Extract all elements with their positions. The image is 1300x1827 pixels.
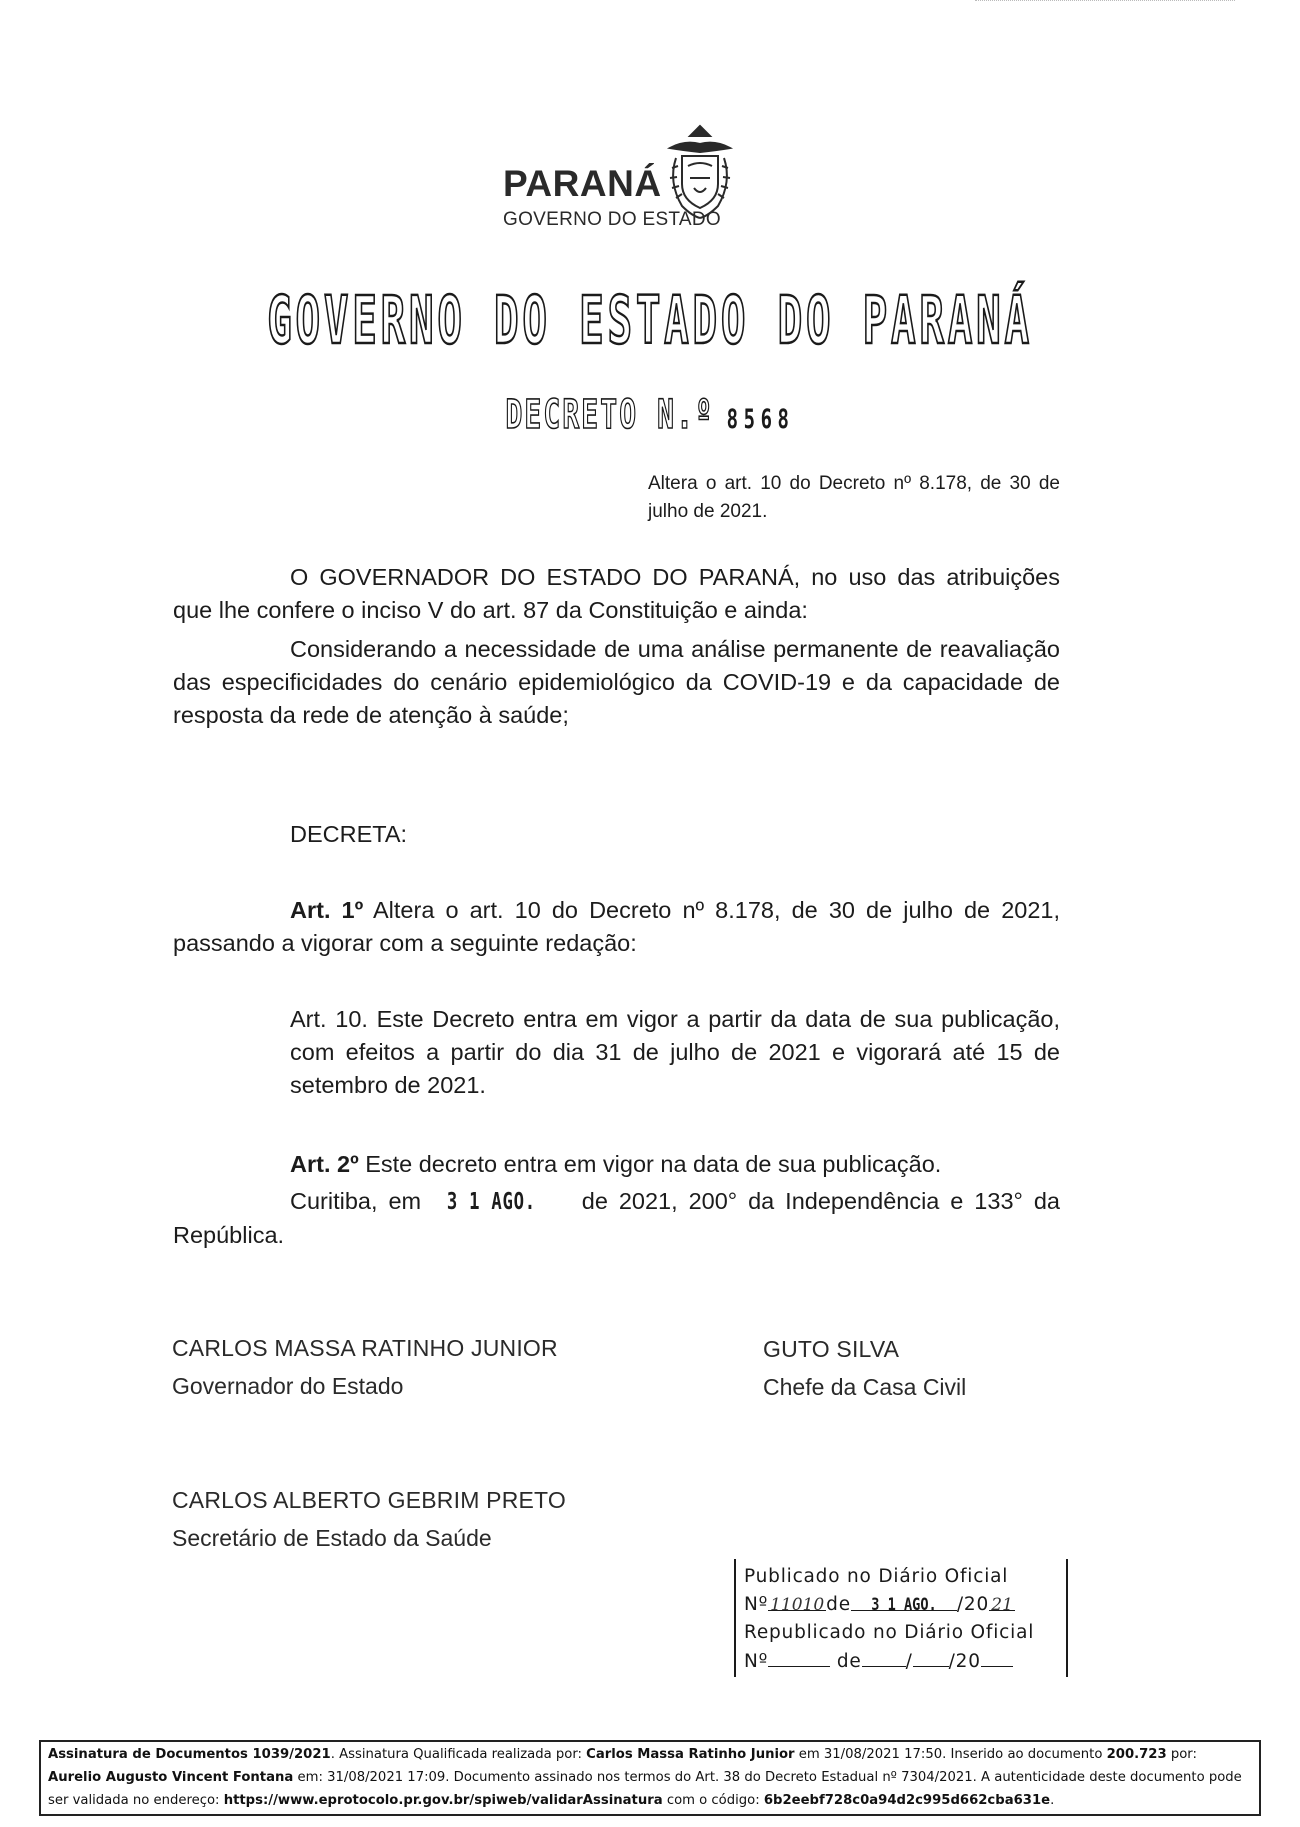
stamp-year2-blank bbox=[981, 1647, 1013, 1667]
stamp-published-line: Publicado no Diário Oficial bbox=[744, 1566, 1009, 1587]
coat-of-arms-icon bbox=[660, 122, 740, 222]
footer-text: . bbox=[1050, 1793, 1055, 1808]
article-10-quote: Art. 10. Este Decreto entra em vigor a partir da data de sua publicação, com efeitos a partir do dia 31 de julho de 2021 e vigorará até 15 de setembro de 2021. bbox=[290, 1006, 1060, 1098]
closing-paragraph bbox=[173, 1185, 1060, 1252]
stamp-date-value: 3 1 AGO. bbox=[871, 1595, 937, 1615]
digital-signature-footer bbox=[39, 1740, 1261, 1816]
logo-subtitle: GOVERNO DO ESTADO bbox=[503, 209, 721, 230]
stamp-de2-label: de bbox=[836, 1651, 862, 1672]
footer-inserter: Aurelio Augusto Vincent Fontana bbox=[48, 1770, 294, 1785]
footer-doc-id: Assinatura de Documentos 1039/2021 bbox=[48, 1747, 331, 1762]
closing-date-stamp: 3 1 AGO. bbox=[446, 1189, 536, 1215]
signature-name: CARLOS MASSA RATINHO JUNIOR bbox=[172, 1335, 558, 1361]
footer-text: . Assinatura Qualificada realizada por: bbox=[330, 1747, 587, 1762]
stamp-month-blank bbox=[913, 1647, 949, 1667]
footer-document-number: 200.723 bbox=[1106, 1747, 1167, 1762]
stamp-no2-label: Nº bbox=[744, 1651, 769, 1672]
article-2-label: Art. 2º bbox=[290, 1151, 359, 1177]
article-2-paragraph bbox=[173, 1148, 1060, 1181]
stamp-published-number-row bbox=[744, 1591, 1060, 1619]
stamp-year-value: 21 bbox=[989, 1591, 1015, 1611]
signature-name: CARLOS ALBERTO GEBRIM PRETO bbox=[172, 1487, 566, 1513]
footer-validation-code: 6b2eebf728c0a94d2c995d662cba631e bbox=[763, 1793, 1051, 1808]
preamble-paragraph bbox=[173, 561, 1060, 627]
article-1-text: Altera o art. 10 do Decreto nº 8.178, de 30 de julho de 2021, passando a vigorar com a seguinte redação: bbox=[173, 897, 1061, 956]
stamp-year-prefix: /20 bbox=[956, 1594, 990, 1615]
considering-paragraph bbox=[173, 633, 1060, 732]
stamp-republished-line: Republicado no Diário Oficial bbox=[744, 1622, 1035, 1643]
signature-chief-of-staff bbox=[763, 1336, 966, 1401]
footer-validation-url[interactable]: https://www.eprotocolo.pr.gov.br/spiweb/validarAssinatura bbox=[223, 1793, 663, 1808]
signature-name: GUTO SILVA bbox=[763, 1336, 900, 1362]
signature-role: Secretário de Estado da Saúde bbox=[172, 1525, 492, 1551]
document-banner-title: GOVERNO DO ESTADO DO PARANÁ bbox=[267, 282, 1033, 359]
decree-number: 8568 bbox=[726, 404, 795, 435]
stamp-no2-blank bbox=[768, 1647, 830, 1667]
stamp-day-blank bbox=[862, 1647, 906, 1667]
article-2-text: Este decreto entra em vigor na data de sua publicação. bbox=[365, 1151, 942, 1177]
decreta-heading bbox=[173, 818, 1060, 851]
ementa: Altera o art. 10 do Decreto nº 8.178, de 30 de julho de 2021. bbox=[648, 473, 1060, 522]
closing-start: Curitiba, em bbox=[290, 1188, 422, 1214]
decreta-text: DECRETA: bbox=[290, 821, 408, 847]
stamp-slash: / bbox=[905, 1651, 913, 1672]
scan-edge-line bbox=[975, 0, 1235, 1]
footer-text: por: bbox=[1166, 1747, 1197, 1762]
footer-text: em 31/08/2021 17:50. Inserido ao documento bbox=[794, 1747, 1107, 1762]
stamp-date-field bbox=[851, 1591, 957, 1615]
article-1-paragraph bbox=[173, 894, 1060, 960]
footer-text: com o código: bbox=[662, 1793, 764, 1808]
footer-signer: Carlos Massa Ratinho Junior bbox=[586, 1747, 795, 1762]
stamp-no-label: Nº bbox=[744, 1594, 769, 1615]
stamp-republished-number-row bbox=[744, 1647, 1060, 1675]
article-1-label: Art. 1º bbox=[290, 897, 364, 923]
stamp-de-label: de bbox=[826, 1594, 851, 1615]
stamp-no-value: 11010 bbox=[768, 1591, 826, 1611]
stamp-year2-prefix: /20 bbox=[948, 1651, 981, 1672]
preamble-text: O GOVERNADOR DO ESTADO DO PARANÁ, no uso das atribuições que lhe confere o inciso V do art. 87 da Constituição e ainda: bbox=[173, 564, 1060, 623]
decree-label: DECRETO N.º bbox=[505, 392, 715, 438]
logo-wordmark: PARANÁ bbox=[503, 163, 662, 204]
closing-end: de 2021, 200° da Independência e 133° da República. bbox=[173, 1188, 1060, 1248]
publication-stamp bbox=[734, 1559, 1068, 1677]
signature-governor bbox=[172, 1335, 558, 1400]
signature-role: Governador do Estado bbox=[172, 1373, 404, 1399]
footer-text: em: 31/08/2021 17:09. Documento assinado nos termos do Art. 38 do Decreto Estadual nº 7304/2021. A autenticidade deste documento pode ser validada no endereço: bbox=[48, 1770, 1242, 1808]
considering-text: Considerando a necessidade de uma análise permanente de reavaliação das especificidades do cenário epidemiológico da COVID-19 e da capacidade de resposta da rede de atenção à saúde; bbox=[173, 636, 1060, 728]
decree-number-line bbox=[195, 392, 1105, 438]
signature-role: Chefe da Casa Civil bbox=[763, 1374, 967, 1400]
signature-health-secretary bbox=[172, 1487, 566, 1552]
